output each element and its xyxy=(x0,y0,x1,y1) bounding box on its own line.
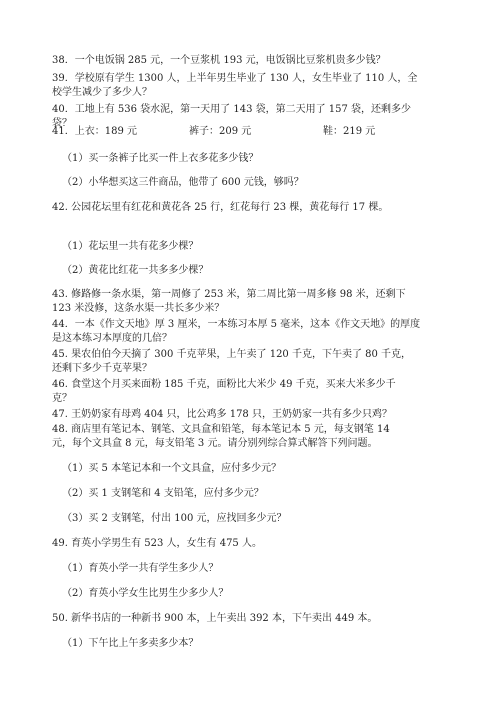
question-42-part-2: （2）黄花比红花一共多多少棵？ xyxy=(62,265,209,276)
question-48-part-2: （2）买 1 支钢笔和 4 支铅笔，应付多少元？ xyxy=(62,488,264,499)
question-42: 42. 公园花坛里有红花和黄花各 25 行，红花每行 23 棵，黄花每行 17 棵。 xyxy=(52,202,389,213)
price-shirt: 41．上衣：189 元 xyxy=(52,126,137,137)
question-44-line-1: 44．一本《作文天地》厚 3 厘米，一本练习本厚 5 毫米，这本《作文天地》的厚度 xyxy=(52,319,421,330)
question-49-part-1: （1）育英小学一共有学生多少人？ xyxy=(62,563,219,574)
question-42-part-1: （1）花坛里一共有花多少棵？ xyxy=(62,241,199,252)
question-50: 50. 新华书店的一种新书 900 本，上午卖出 392 本，下午卖出 449 本。 xyxy=(52,613,378,624)
question-43-line-2: 123 米没修，这条水渠一共长多少米？ xyxy=(52,303,225,314)
question-49: 49. 育英小学男生有 523 人，女生有 475 人。 xyxy=(52,538,262,549)
question-38: 38．一个电饭锅 285 元，一个豆浆机 193 元，电饭锅比豆浆机贵多少钱？ xyxy=(52,55,386,66)
question-43-line-1: 43. 修路修一条水渠，第一周修了 253 米，第二周比第一周多修 98 米，还剩下 xyxy=(52,289,406,300)
question-39-line-2: 校学生减少了多少人？ xyxy=(52,87,152,98)
question-48-line-1: 48. 商店里有笔记本、钢笔、文具盒和铅笔，每本笔记本 5 元，每支钢笔 14 xyxy=(52,424,390,435)
question-44-line-2: 是这本练习本厚度的几倍？ xyxy=(52,333,172,344)
question-45-line-1: 45. 果农伯伯今天摘了 300 千克苹果，上午卖了 120 千克，下午卖了 80 千克， xyxy=(52,349,412,360)
question-49-part-2: （2）育英小学女生比男生少多少人？ xyxy=(62,588,229,599)
price-shoes: 鞋：219 元 xyxy=(323,126,376,137)
question-45-line-2: 还剩下多少千克苹果？ xyxy=(52,363,152,374)
question-41-part-2: （2）小华想买这三件商品，他带了 600 元钱，够吗？ xyxy=(62,177,304,188)
question-48-line-2: 元，每个文具盒 8 元，每支铅笔 3 元。请分别列综合算式解答下列问题。 xyxy=(52,438,378,449)
question-40-line-1: 40．工地上有 536 袋水泥，第一天用了 143 袋，第二天用了 157 袋，还剩多少 xyxy=(52,104,412,115)
question-50-part-1: （1）下午比上午多卖多少本？ xyxy=(62,638,199,649)
question-48-part-3: （3）买 2 支钢笔，付出 100 元，应找回多少元？ xyxy=(62,513,287,524)
question-41-part-1: （1）买一条裤子比买一件上衣多花多少钱？ xyxy=(62,153,259,164)
price-pants: 裤子：209 元 xyxy=(189,126,252,137)
question-40-line-2: 袋？ xyxy=(52,118,72,129)
question-48-part-1: （1）买 5 本笔记本和一个文具盒，应付多少元？ xyxy=(62,463,282,474)
question-41-prices xyxy=(52,125,375,139)
question-39-line-1: 39．学校原有学生 1300 人，上半年男生毕业了 130 人，女生毕业了 110 人，全 xyxy=(52,73,418,84)
question-47: 47. 王奶奶家有母鸡 404 只，比公鸡多 178 只，王奶奶家一共有多少只鸡？ xyxy=(52,409,392,420)
question-46-line-1: 46. 食堂这个月买来面粉 185 千克，面粉比大米少 49 千克，买来大米多少千 xyxy=(52,379,396,390)
question-46-line-2: 克？ xyxy=(52,393,72,404)
